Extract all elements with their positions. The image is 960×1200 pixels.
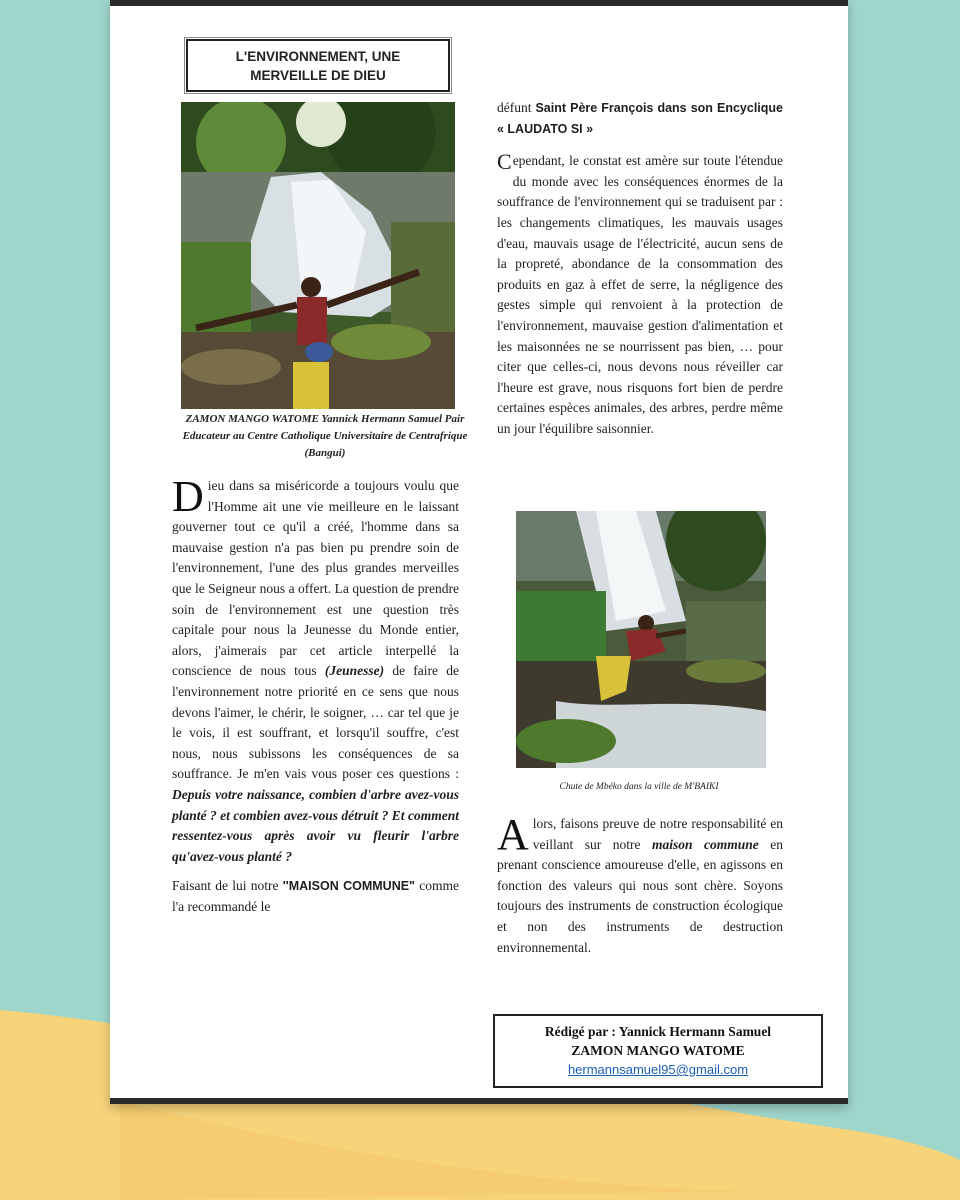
author-email-link[interactable]: hermannsamuel95@gmail.com: [567, 1062, 749, 1077]
waterfall-photo-2: [516, 511, 766, 768]
signature-line-2: ZAMON MANGO WATOME: [571, 1043, 745, 1058]
author-signature-box: [493, 1014, 823, 1088]
alors-text-a: lors, faisons preuve de notre responsabilité en veillant sur notre: [532, 816, 783, 852]
cependant-paragraph: [497, 151, 783, 439]
maison-commune-paragraph: [172, 876, 459, 917]
waterfall-photo-1: [181, 102, 455, 409]
maison-text-b: comme l'a recommandé le: [172, 878, 459, 914]
drop-cap-d: D: [172, 472, 204, 521]
laudato-bold: Saint Père François dans son Encyclique « LAUDATO SI »: [497, 101, 783, 136]
alors-text-b: en prenant conscience amoureuse d'elle, en agissons en fonction des valeurs qui nous sont chère. Soyons toujours des instruments de construction écologique et non des instruments de destruction environnemental.: [497, 836, 784, 955]
right-column-top: [497, 98, 783, 440]
maison-commune-bold: ''MAISON COMMUNE": [282, 879, 415, 894]
intro-paragraph: [172, 472, 459, 867]
drop-cap-c: C: [497, 149, 512, 175]
left-column: [172, 472, 459, 917]
laudato-si-line: [497, 98, 783, 139]
photo-1-caption: ZAMON MANGO WATOME Yannick Hermann Samuel Pair Educateur au Centre Catholique Universitaire de Centrafrique (Bangui): [182, 413, 468, 459]
questions-emphasis: Depuis votre naissance, combien d'arbre avez-vous planté ? et combien avez-vous détruit ? Et comment ressentez-vous après avoir vu fleurir l'arbre qu'avez-vous planté ?: [172, 786, 459, 864]
article-title: L'ENVIRONNEMENT, UNE MERVEILLE DE DIEU: [186, 39, 450, 92]
maison-commune-emphasis: maison commune: [652, 836, 759, 852]
alors-paragraph: [497, 810, 784, 958]
signature-line-1: Rédigé par : Yannick Hermann Samuel: [544, 1024, 772, 1039]
newsletter-page: [110, 0, 848, 1104]
cependant-text: ependant, le constat est amère sur toute l'étendue du monde avec les conséquences énormes de la souffrance de l'environnement qui se traduisent par : les changements climatiques, les mauvais usages d'eau, mauvais usage de l'électricité, aucun sens de la propreté, abondance de la consommation des produits en gaz à effet de serre, la négligence des gestes simple qui renvoient à la protection de l'environnement, mauvaise gestion d'alimentation et les maisonnées ne se nourrissent pas bien, … pour citer que celles-ci, nous devons nous réveiller car l'heure est grave, nous risquons fort bien de perdre certaines espèces animales, des arbres, perdre même un jour l'équilibre saisonnier.: [497, 153, 783, 436]
intro-text-b: de faire de l'environnement notre priorité en ce sens que nous devons l'aimer, le chérir, le soigner, … car tel que je le vois, il est souffrant, et lorsqu'il souffre, c'est nous, nous subissons les conséquences de sa souffrance. Je m'en vais vous poser ces questions :: [172, 663, 459, 782]
intro-text-a: ieu dans sa miséricorde a toujours voulu que l'Homme ait une vie meilleure en le laissant gouverner tout ce qu'il a créé, l'homme dans sa mauvaise gestion n'a pas bien pu prendre soin de l'environnement, l'une des plus grandes merveilles que le Seigneur nous a offert. La question de prendre soin de l'environnement est une question très capitale pour nous la Jeunesse du Monde entier, alors, j'aimerais par cet article interpellé la conscience de nous tous: [172, 478, 459, 679]
right-column-bottom: [497, 810, 784, 958]
drop-cap-a: A: [497, 810, 529, 859]
photo-2-caption: Chute de Mbéko dans la ville de M'BAIKI: [559, 782, 719, 792]
laudato-text: défunt: [497, 100, 536, 115]
jeunesse-emphasis: (Jeunesse): [324, 663, 385, 679]
maison-text-a: Faisant de lui notre: [172, 878, 283, 894]
